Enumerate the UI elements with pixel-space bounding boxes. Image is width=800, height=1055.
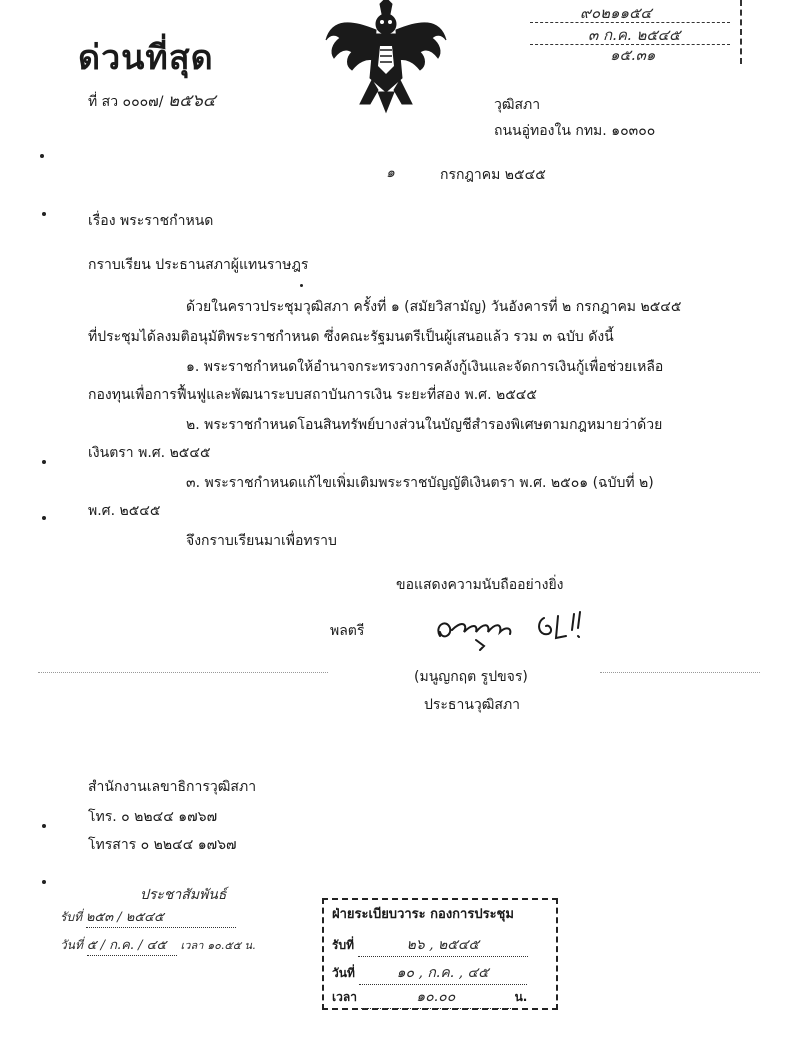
garuda-emblem xyxy=(322,0,450,118)
top-receipt-stamp xyxy=(520,0,742,66)
body-item1-line1: ๑. พระราชกำหนดให้อำนาจกระทรวงการคลังกู้เงินและจัดการเงินกู้เพื่อช่วยเหลือ xyxy=(186,359,664,375)
addressee: กราบเรียน ประธานสภาผู้แทนราษฎร xyxy=(88,257,309,273)
signer-title: ประธานวุฒิสภา xyxy=(424,697,521,713)
document-number xyxy=(88,92,216,111)
body-closing: จึงกราบเรียนมาเพื่อทราบ xyxy=(186,533,337,549)
receipt-no-label: รับที่ xyxy=(60,910,82,924)
salutation: ขอแสดงความนับถืออย่างยิ่ง xyxy=(396,577,564,593)
agenda-time-value: ๑๐.๐๐ xyxy=(361,986,511,1009)
signer-rank: พลตรี xyxy=(330,623,365,639)
receipt-date-label: วันที่ xyxy=(60,938,83,952)
document-number-handwritten: ๒๕๖๔ xyxy=(167,91,216,111)
scan-speck xyxy=(42,824,46,828)
signer-name: (มนูญกฤต รูปขจร) xyxy=(414,669,528,685)
body-item1-line2: กองทุนเพื่อการฟื้นฟูและพัฒนาระบบสถาบันการเงิน ระยะที่สอง พ.ศ. ๒๕๔๕ xyxy=(88,387,537,403)
urgency-heading: ด่วนที่สุด xyxy=(78,38,214,78)
agenda-date-value: ๑๐ , ก.ค. , ๔๕ xyxy=(359,962,527,985)
scan-speck xyxy=(42,516,46,520)
body-para1-line2: ที่ประชุมได้ลงมติอนุมัติพระราชกำหนด ซึ่งคณะรัฐมนตรีเป็นผู้เสนอแล้ว รวม ๓ ฉบับ ดังนี้ xyxy=(88,329,614,345)
scan-speck xyxy=(42,460,46,464)
stamp-number: ๙๐๒๑๑๕๔ xyxy=(580,4,652,22)
scan-speck xyxy=(42,212,46,216)
agenda-division-stamp xyxy=(322,898,558,1010)
scan-artifact-line xyxy=(38,672,328,673)
receipt-time-value: ๑๐.๕๕ น. xyxy=(207,939,256,952)
scan-artifact-line xyxy=(600,672,760,673)
stamp-date: ๓ ก.ค. ๒๕๔๕ xyxy=(588,26,681,44)
body-item3-line1: ๓. พระราชกำหนดแก้ไขเพิ่มเติมพระราชบัญญัติเงินตรา พ.ศ. ๒๕๐๑ (ฉบับที่ ๒) xyxy=(186,475,654,491)
subject: เรื่อง พระราชกำหนด xyxy=(88,213,214,229)
agenda-stamp-title: ฝ่ายระเบียบวาระ กองการประชุม xyxy=(332,907,514,922)
body-item3-line2: พ.ศ. ๒๕๔๕ xyxy=(88,503,161,519)
signature-scribble xyxy=(432,606,602,654)
office-tel: โทร. ๐ ๒๒๔๔ ๑๗๖๗ xyxy=(88,809,218,825)
date-day: ๑ xyxy=(386,165,395,181)
body-item2-line1: ๒. พระราชกำหนดโอนสินทรัพย์บางส่วนในบัญชีสำรองพิเศษตามกฎหมายว่าด้วย xyxy=(186,417,663,433)
date-month-year: กรกฎาคม ๒๕๔๕ xyxy=(440,167,546,183)
office-fax: โทรสาร ๐ ๒๒๔๔ ๑๗๖๗ xyxy=(88,837,237,853)
left-receipt-note xyxy=(60,884,296,984)
agenda-time-label: เวลา xyxy=(332,990,357,1004)
agenda-time-suffix: น. xyxy=(514,990,528,1004)
scan-speck xyxy=(42,880,46,884)
receipt-time-label: เวลา xyxy=(180,939,204,952)
office-name: สำนักงานเลขาธิการวุฒิสภา xyxy=(88,779,257,795)
document-number-prefix: ที่ สว ๐๐๐๗/ xyxy=(88,94,164,110)
receipt-date-value: ๕ / ก.ค. / ๔๕ xyxy=(87,934,177,956)
agenda-date-label: วันที่ xyxy=(332,966,355,980)
agenda-no-label: รับที่ xyxy=(332,938,354,952)
scan-speck xyxy=(300,284,303,287)
body-para1-line1: ด้วยในคราวประชุมวุฒิสภา ครั้งที่ ๑ (สมัยวิสามัญ) วันอังคารที่ ๒ กรกฎาคม ๒๕๔๕ xyxy=(186,299,682,315)
sender-org: วุฒิสภา xyxy=(494,97,541,113)
stamp-time: ๑๕.๓๑ xyxy=(610,46,656,64)
scan-speck xyxy=(40,154,44,158)
sender-address: ถนนอู่ทองใน กทม. ๑๐๓๐๐ xyxy=(494,123,656,139)
receipt-no-value: ๒๕๓ / ๒๕๔๕ xyxy=(86,906,236,928)
agenda-no-value: ๒๖ , ๒๕๔๕ xyxy=(358,934,528,957)
body-item2-line2: เงินตรา พ.ศ. ๒๕๔๕ xyxy=(88,445,211,461)
receipt-header: ประชาสัมพันธ์ xyxy=(140,887,227,903)
